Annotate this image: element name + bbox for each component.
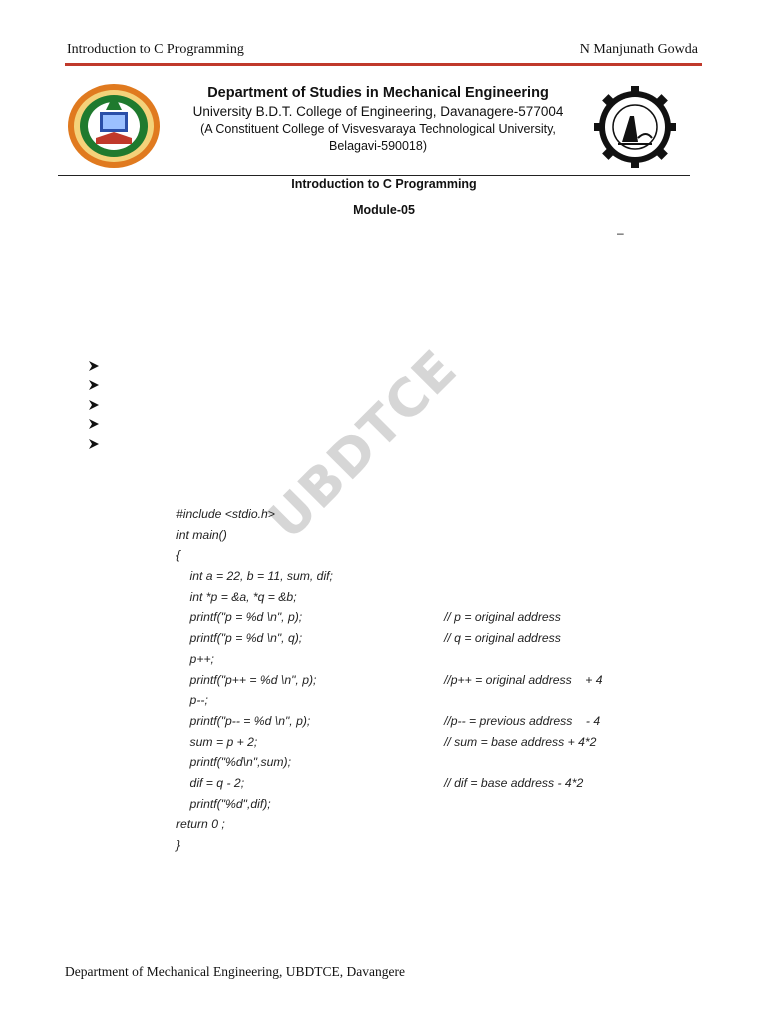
title-rule [58, 175, 690, 176]
code-line [176, 607, 561, 628]
watermark: UBDTCE [256, 338, 470, 552]
page-footer: Department of Mechanical Engineering, UBDTCE, Davangere [65, 964, 405, 979]
code-text: p--; [176, 693, 208, 708]
code-comment: // q = original address [444, 631, 561, 646]
code-line [176, 628, 561, 649]
affiliation-line-1: (A Constituent College of Visvesvaraya Technological University, [200, 122, 556, 136]
code-line [176, 545, 333, 566]
arrow-bullet-icon [88, 418, 100, 430]
code-block [176, 504, 603, 856]
bullet-item [88, 356, 100, 376]
bullet-item [88, 376, 100, 396]
code-comment: // p = original address [444, 610, 561, 625]
arrow-bullet-icon [88, 360, 100, 372]
code-line [176, 732, 597, 753]
code-text: int main() [176, 527, 227, 542]
code-line [176, 525, 333, 546]
code-line [176, 670, 603, 691]
code-line [176, 814, 333, 835]
code-comment: //p++ = original address + 4 [444, 672, 603, 687]
arrow-bullet-icon [88, 399, 100, 411]
code-text: printf("%d",dif); [176, 796, 271, 811]
code-text: printf("p = %d \n", q); [176, 631, 303, 646]
code-line [176, 752, 333, 773]
code-text: int *p = &a, *q = &b; [176, 589, 297, 604]
code-line [176, 587, 333, 608]
affiliation-line-2: Belagavi-590018) [329, 139, 427, 153]
code-line [176, 835, 333, 856]
code-comment: //p-- = previous address - 4 [444, 713, 601, 728]
college-gear-seal-logo [594, 86, 676, 168]
header-course-title: Introduction to C Programming [67, 42, 244, 57]
arrow-bullet-icon [88, 379, 100, 391]
code-text: printf("p = %d \n", p); [176, 610, 303, 625]
dash-mark: – [617, 226, 624, 240]
running-header [67, 42, 698, 64]
code-text: int a = 22, b = 11, sum, dif; [176, 569, 333, 584]
code-text: { [176, 548, 181, 563]
header-rule [65, 63, 702, 66]
code-text: #include <stdio.h> [176, 507, 275, 521]
code-text: p++; [176, 651, 214, 666]
bullet-item [88, 395, 100, 415]
bullet-item [88, 415, 100, 435]
code-line [176, 773, 584, 794]
bullet-list [88, 356, 100, 454]
code-line [176, 794, 333, 815]
code-text: } [176, 838, 181, 852]
code-text: sum = p + 2; [176, 734, 258, 749]
document-title: Introduction to C Programming [291, 177, 477, 191]
college-name: University B.D.T. College of Engineering, Davanagere-577004 [192, 104, 564, 119]
code-line [176, 504, 333, 525]
code-text: printf("%d\n",sum); [176, 755, 291, 770]
header-author: N Manjunath Gowda [579, 42, 698, 57]
institution-block [178, 83, 578, 155]
code-line [176, 566, 333, 587]
department-name: Department of Studies in Mechanical Engineering [207, 85, 549, 101]
code-comment: // sum = base address + 4*2 [444, 734, 597, 749]
code-text: printf("p-- = %d \n", p); [176, 713, 311, 728]
university-emblem-logo [66, 82, 162, 170]
code-comment: // dif = base address - 4*2 [444, 775, 584, 790]
arrow-bullet-icon [88, 438, 100, 450]
code-line [176, 649, 333, 670]
bullet-item [88, 434, 100, 454]
code-text: printf("p++ = %d \n", p); [176, 672, 317, 687]
module-label: Module-05 [353, 203, 415, 217]
code-text: dif = q - 2; [176, 775, 245, 790]
code-text: return 0 ; [176, 817, 225, 832]
code-line [176, 690, 333, 711]
code-line [176, 711, 601, 732]
